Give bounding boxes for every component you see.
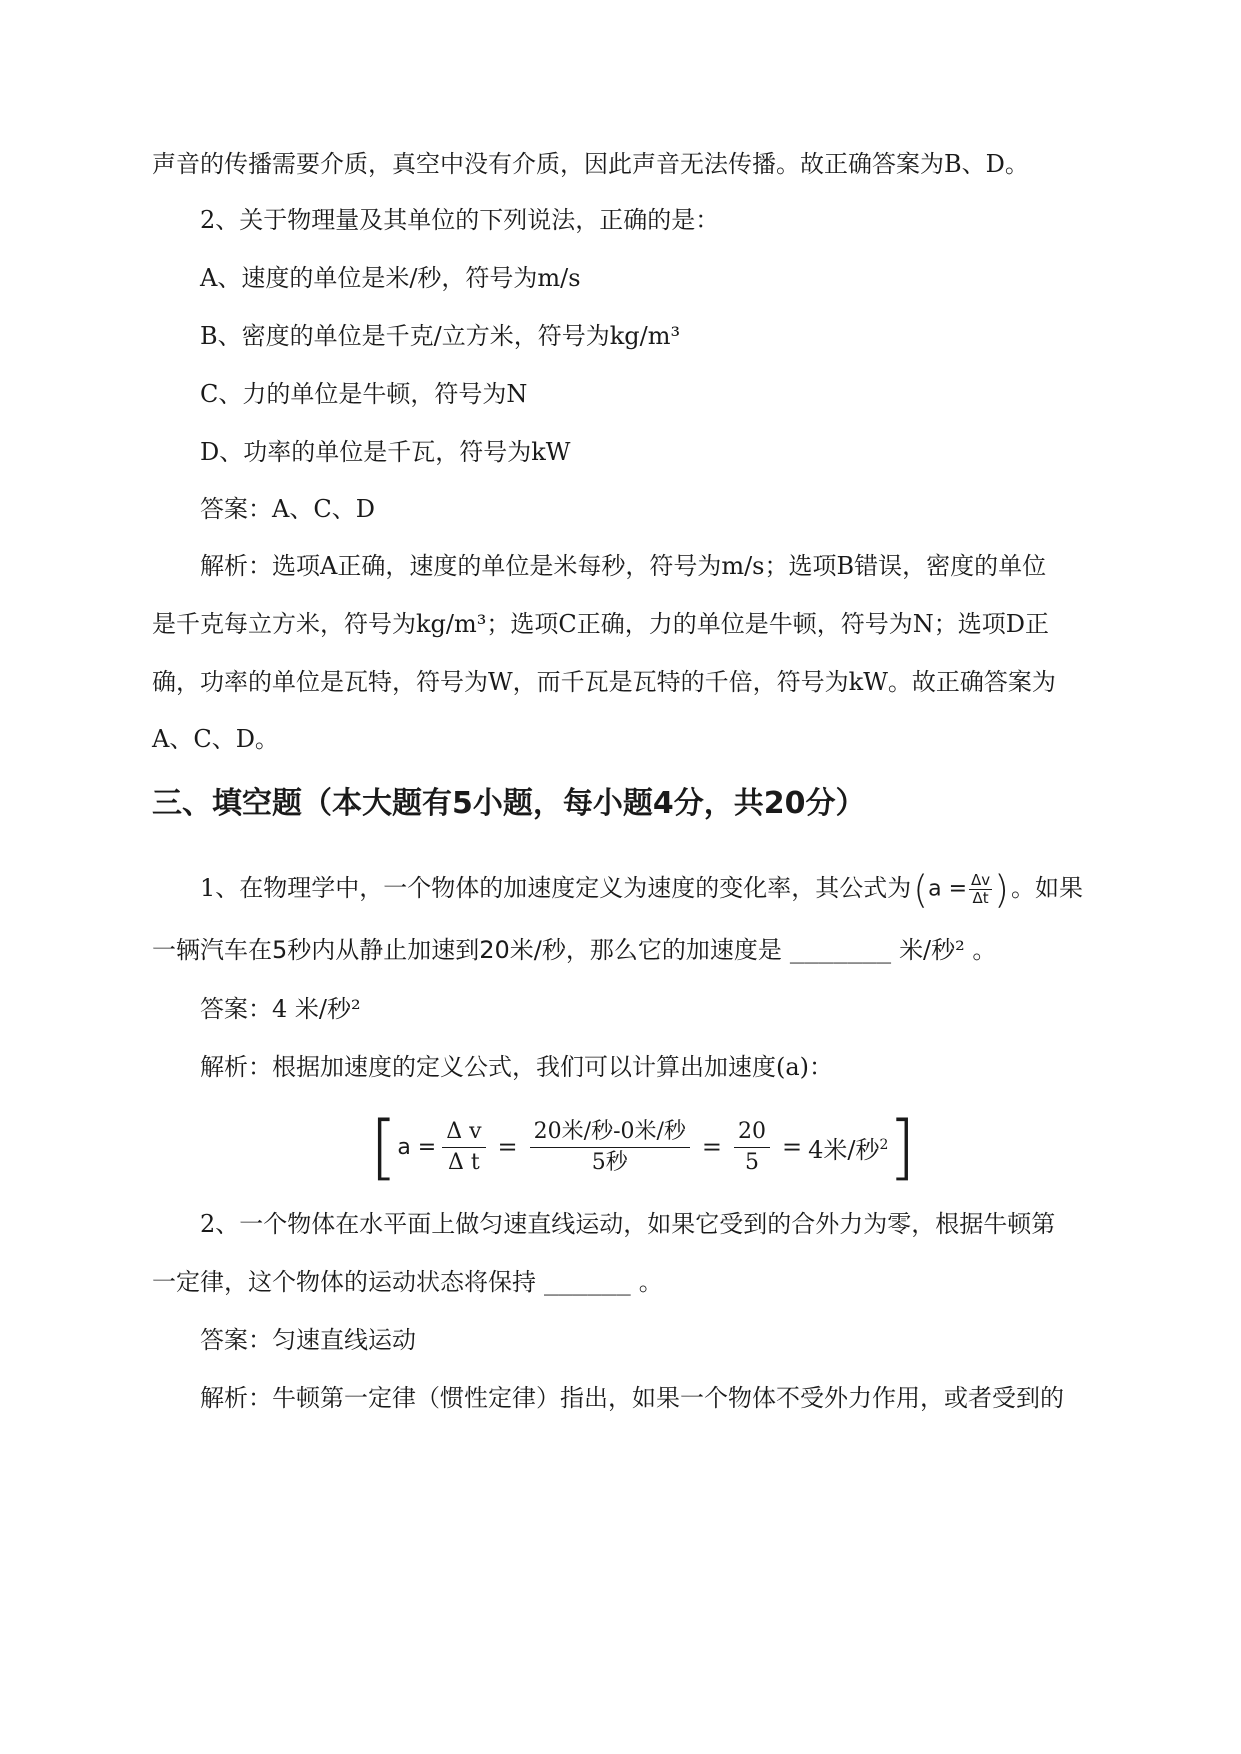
superscript: 2	[879, 1136, 889, 1153]
option-b: B、密度的单位是千克/立方米，符号为kg/m³	[200, 322, 681, 350]
fraction	[969, 872, 992, 907]
answer-text: 答案：4 米/秒²	[200, 995, 361, 1023]
text-segment: 一辆汽车在5秒内从静止加速到20米/秒，那么它的加速度是	[152, 936, 782, 964]
result-value: 4米/秒	[808, 1135, 880, 1164]
analysis-line: 解析：牛顿第一定律（惯性定律）指出，如果一个物体不受外力作用，或者受到的	[200, 1384, 1064, 1412]
fraction	[734, 1117, 770, 1178]
fraction-denominator: Δ t	[448, 1149, 480, 1175]
option-c: C、力的单位是牛顿，符号为N	[200, 380, 528, 408]
formula-variable: a =	[928, 876, 968, 902]
bracket-open: [	[370, 1106, 398, 1188]
fraction-denominator: Δt	[972, 889, 989, 907]
bracket-close: ]	[888, 1106, 916, 1188]
analysis-line: 解析：根据加速度的定义公式，我们可以计算出加速度(a)：	[200, 1053, 834, 1081]
inline-formula	[913, 867, 1009, 912]
fraction-numerator: Δv	[971, 871, 991, 889]
paren-close: )	[994, 867, 1009, 912]
fraction-numerator: 20米/秒-0米/秒	[530, 1117, 690, 1148]
fraction-numerator: Δ v	[442, 1117, 485, 1148]
answer-text: 答案：A、C、D	[200, 495, 375, 523]
fraction	[442, 1117, 485, 1178]
paren-open: (	[913, 867, 929, 912]
equals-sign: =	[782, 1133, 803, 1161]
option-d: D、功率的单位是千瓦，符号为kW	[200, 438, 571, 466]
analysis-line: A、C、D。	[152, 725, 279, 753]
formula-variable: a =	[397, 1134, 437, 1160]
text-segment: 米/秒² 。	[899, 936, 997, 964]
answer-blank: _______	[789, 936, 892, 964]
fill-question-2-line-2	[152, 1266, 663, 1298]
analysis-line: 解析：选项A正确，速度的单位是米每秒，符号为m/s；选项B错误，密度的单位	[200, 552, 1047, 580]
analysis-line: 确，功率的单位是瓦特，符号为W，而千瓦是瓦特的千倍，符号为kW。故正确答案为	[152, 668, 1056, 696]
fraction-denominator: 5秒	[591, 1149, 628, 1175]
analysis-line: 是千克每立方米，符号为kg/m³；选项C正确，力的单位是牛顿，符号为N；选项D正	[152, 610, 1049, 638]
fraction-numerator: 20	[734, 1117, 770, 1148]
fraction	[530, 1117, 690, 1178]
formula-result	[808, 1130, 888, 1165]
text-segment: 。	[638, 1268, 663, 1296]
equals-sign: =	[701, 1133, 723, 1161]
text-segment: 1、在物理学中，一个物体的加速度定义为速度的变化率，其公式为	[200, 874, 912, 902]
paragraph-line: 声音的传播需要介质，真空中没有介质，因此声音无法传播。故正确答案为B、D。	[152, 150, 1029, 178]
answer-blank: ______	[544, 1268, 631, 1296]
option-a: A、速度的单位是米/秒，符号为m/s	[200, 264, 581, 292]
fill-question-1-line-2	[152, 934, 996, 966]
text-segment: 。如果	[1011, 874, 1083, 902]
answer-text: 答案：匀速直线运动	[200, 1326, 416, 1354]
section-heading: 三、填空题（本大题有5小题，每小题4分，共20分）	[152, 786, 866, 821]
display-formula	[370, 1106, 916, 1188]
fill-question-2-line-1: 2、一个物体在水平面上做匀速直线运动，如果它受到的合外力为零，根据牛顿第	[200, 1210, 1056, 1238]
text-segment: 一定律，这个物体的运动状态将保持	[152, 1268, 536, 1296]
fill-question-1-line-1	[200, 867, 1083, 912]
equals-sign: =	[497, 1133, 518, 1161]
question-2-stem: 2、关于物理量及其单位的下列说法，正确的是：	[200, 206, 720, 234]
fraction-denominator: 5	[745, 1149, 760, 1175]
